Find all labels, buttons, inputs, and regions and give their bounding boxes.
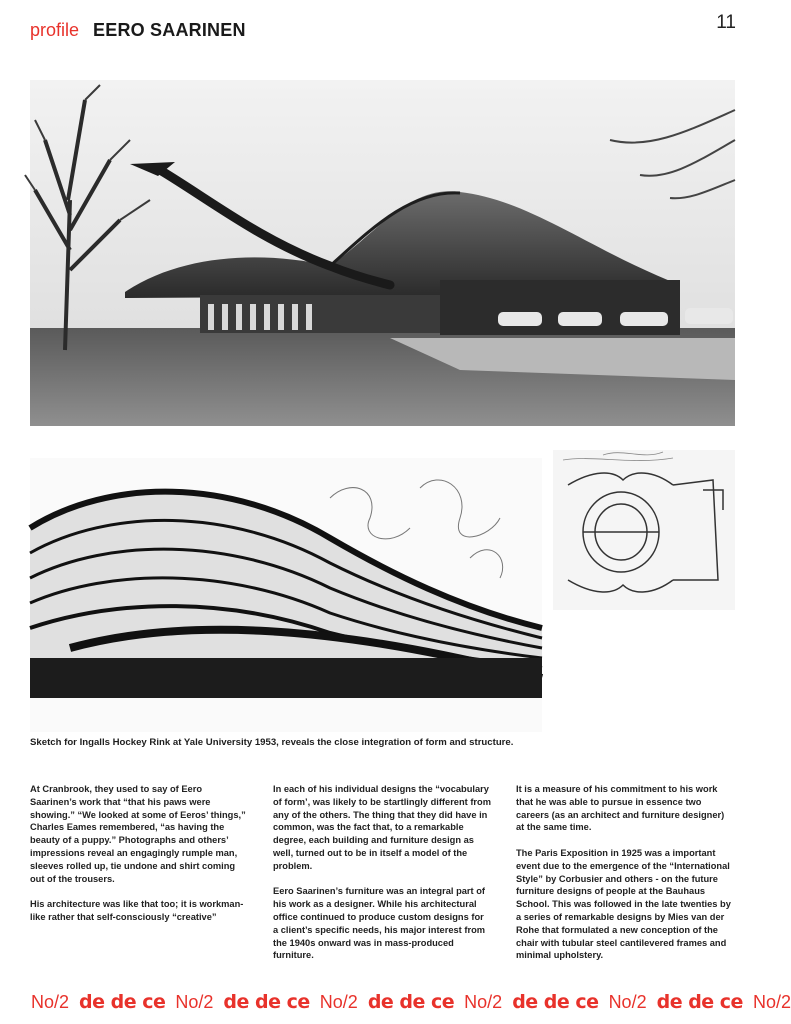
text-column-1	[30, 783, 248, 937]
text-column-3	[516, 783, 734, 975]
footer-band	[31, 991, 791, 1019]
issue-label: No/2	[464, 992, 503, 1012]
page-number: 11	[716, 12, 736, 33]
issue-label: No/2	[319, 992, 358, 1012]
paragraph: It is a measure of his commitment to his work that he was able to pursue in essence two careers (as an architect and furniture designer) at the same time.	[516, 784, 725, 833]
brand-logo: de de ce	[367, 991, 455, 1013]
text-column-2	[273, 783, 491, 975]
paragraph: Eero Saarinen’s furniture was an integral part of his work as a designer. While his architectural office continued to produce custom designs for a client’s specific needs, his major interest from the 1940s onward was in mass-produced furniture.	[273, 886, 486, 961]
paragraph: The Paris Exposition in 1925 was a important event due to the emergence of the “International Style” by Corbusier and others - on the future furniture designs of people at the Bauhaus School. This was followed in the late twenties by a series of remarkable designs by Mies van der Rohe that formulated a new conception of the chair with tubular steel cantilevered frames and minimal upholstery.	[516, 847, 731, 961]
brand-logo: de de ce	[656, 991, 743, 1013]
issue-label: No/2	[175, 992, 214, 1012]
issue-label: No/2	[608, 992, 647, 1012]
brand-logo: de de ce	[223, 991, 310, 1013]
issue-label: No/2	[31, 992, 70, 1012]
page-title: EERO SAARINEN	[93, 20, 246, 40]
brand-logo: de de ce	[79, 991, 166, 1013]
paragraph: In each of his individual designs the “vocabulary of form’, was likely to be startlingly different from any of the others. The thing that they did have in common, was the fact that, to a remarkable degree, each building and furniture design as well, turned out to be in itself a model of the problem.	[273, 784, 491, 871]
paragraph: His architecture was like that too; it is workman-like rather that self-consciously “creative”	[30, 899, 244, 922]
rink-photo	[30, 80, 735, 426]
page-header	[30, 20, 246, 46]
rink-plan-sketch	[553, 450, 735, 610]
paragraph: At Cranbrook, they used to say of Eero Saarinen’s work that “that his paws were showing.” “We looked at some of Eeros’ things,” Charles Eames remembered, “as having the beauty of a puppy.” Photographs and others’ impressions reveal an engagingly rumple man, sleeves rolled up, tie undone and shirt coming out of the trousers.	[30, 784, 246, 884]
image-caption: Sketch for Ingalls Hockey Rink at Yale University 1953, reveals the close integration of form and structure.	[30, 737, 514, 748]
issue-label: No/2	[752, 992, 791, 1012]
brand-logo: de de ce	[512, 991, 599, 1013]
rink-sketch	[30, 458, 542, 732]
section-kicker: profile	[30, 20, 80, 40]
